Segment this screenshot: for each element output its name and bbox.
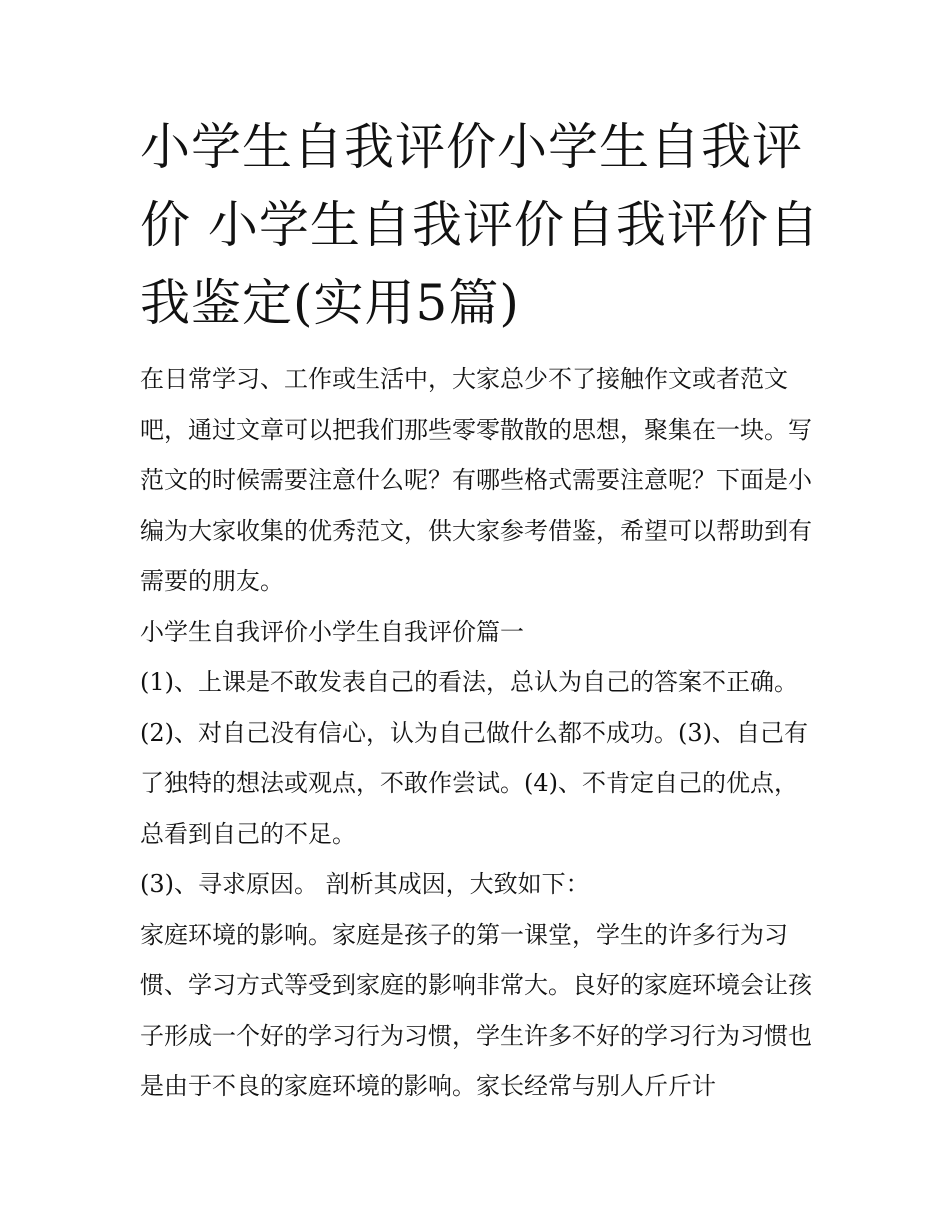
body-paragraph: 家庭环境的影响。家庭是孩子的第一课堂，学生的许多行为习惯、学习方式等受到家庭的影响非常大。良好的家庭环境会让孩子形成一个好的学习行为习惯，学生许多不好的学习行为习惯也是由于不良的家庭环境的影响。家长经常与别人斤斤计 (140, 920, 812, 1100)
section-heading: 小学生自我评价小学生自我评价篇一 (140, 617, 524, 646)
body-paragraph: (1)、上课是不敢发表自己的看法，总认为自己的答案不正确。(2)、对自己没有信心，认为自己做什么都不成功。(3)、自己有了独特的想法或观点，不敢作尝试。(4)、不肯定自己的优点，总看到自己的不足。 (140, 668, 808, 848)
body-paragraph: (3)、寻求原因。 剖析其成因，大致如下： (140, 870, 590, 898)
document-title: 小学生自我评价小学生自我评价 小学生自我评价自我评价自我鉴定(实用5篇) (140, 118, 820, 332)
document-body (140, 354, 816, 1112)
intro-paragraph: 在日常学习、工作或生活中，大家总少不了接触作文或者范文吧，通过文章可以把我们那些零零散散的思想，聚集在一块。写范文的时候需要注意什么呢？有哪些格式需要注意呢？下面是小编为大家收集的优秀范文，供大家参考借鉴，希望可以帮助到有需要的朋友。 (140, 365, 812, 595)
